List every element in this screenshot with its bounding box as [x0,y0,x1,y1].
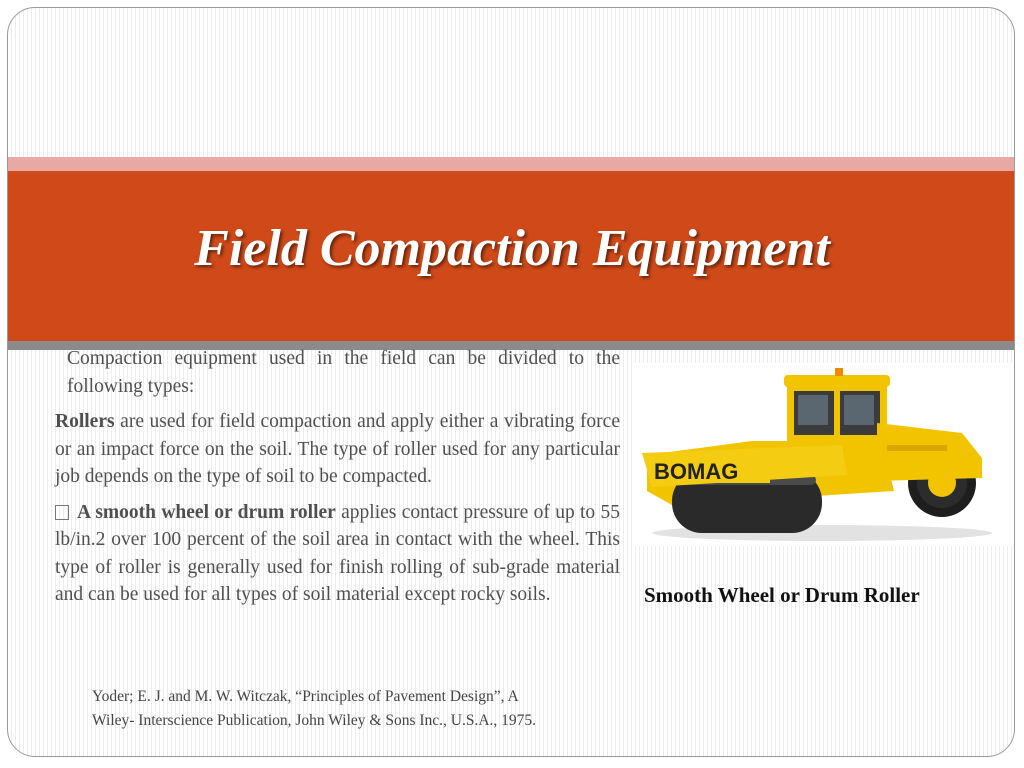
rollers-term: Rollers [55,411,115,432]
roller-brand-text: BOMAG [654,459,739,484]
bullet-icon [55,505,69,520]
smooth-roller-paragraph [55,499,620,609]
slide-title: Field Compaction Equipment [194,219,830,277]
rollers-description: are used for field compaction and apply either a vibrating force or an impact force on the soil. The type of roller used for any particular job depends on the type of soil to be compacted. [55,411,620,487]
reference-line-1: Yoder; E. J. and M. W. Witczak, “Principles of Pavement Design”, A [92,688,519,705]
reference-citation [92,685,652,733]
roller-image [632,363,1012,546]
body-text [55,345,620,609]
smooth-roller-description: applies contact pressure of up to 55 lb/in.2 over 100 percent of the soil area in contact with the wheel. This type of roller is generally used for finish rolling of sub-grade material and can be used for all types of soil material except rocky soils. [55,501,621,605]
reference-line-2: Wiley- Interscience Publication, John Wiley & Sons Inc., U.S.A., 1975. [92,712,537,729]
smooth-roller-term: A smooth wheel or drum roller [77,501,336,523]
intro-paragraph: Compaction equipment used in the field can be divided to the following types: [67,348,620,397]
drum-roller-illustration [632,363,1012,546]
rollers-paragraph [55,408,620,491]
image-caption: Smooth Wheel or Drum Roller [644,583,920,607]
